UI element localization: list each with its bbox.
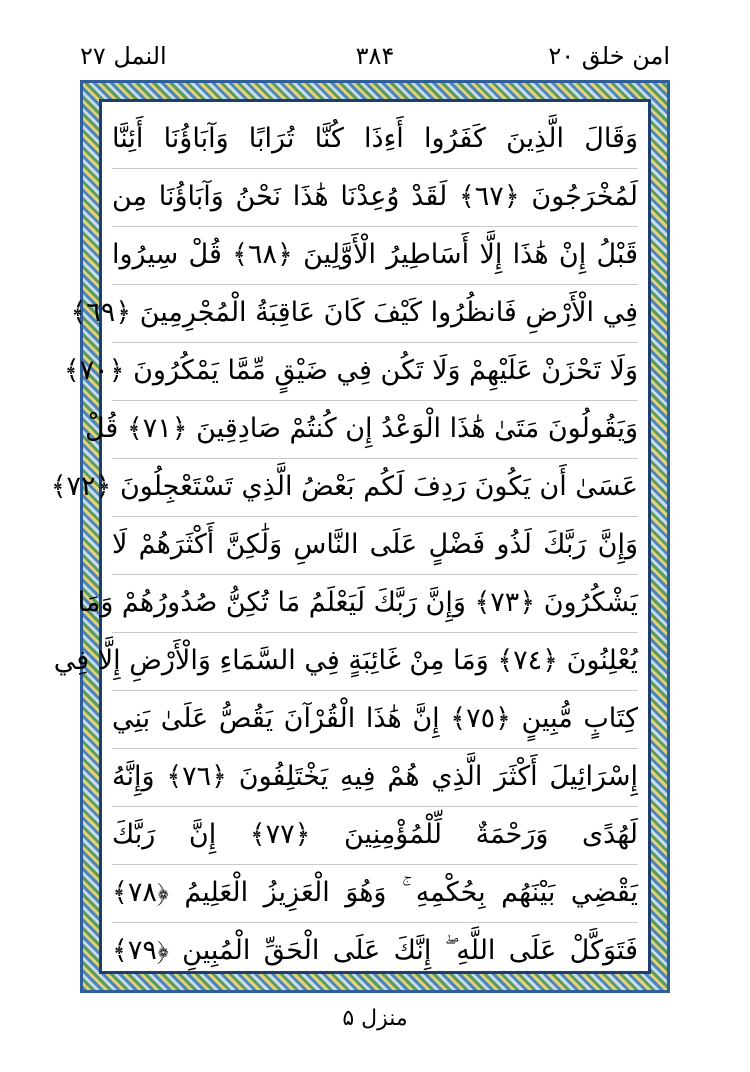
verse-line: وَيَقُولُونَ مَتَىٰ هَٰذَا الْوَعْدُ إِن كُنتُمْ صَادِقِينَ ﴿٧١﴾ قُلْ [84, 413, 638, 444]
verse-line: يُعْلِنُونَ ﴿٧٤﴾ وَمَا مِنْ غَائِبَةٍ فِي السَّمَاءِ وَالْأَرْضِ إِلَّا فِي [53, 645, 638, 676]
verse-line: قَبْلُ إِنْ هَٰذَا إِلَّا أَسَاطِيرُ الْأَوَّلِينَ ﴿٦٨﴾ قُلْ سِيرُوا [112, 239, 638, 270]
verse-line: وَلَا تَحْزَنْ عَلَيْهِمْ وَلَا تَكُن فِي ضَيْقٍ مِّمَّا يَمْكُرُونَ ﴿٧٠﴾ [63, 355, 638, 386]
verse-line: فِي الْأَرْضِ فَانظُرُوا كَيْفَ كَانَ عَاقِبَةُ الْمُجْرِمِينَ ﴿٦٩﴾ [70, 297, 638, 328]
verse-line: لَهُدًى وَرَحْمَةٌ لِّلْمُؤْمِنِينَ ﴿٧٧﴾ إِنَّ رَبَّكَ [112, 819, 638, 850]
verse-line: يَقْضِي بَيْنَهُم بِحُكْمِهِ ۚ وَهُوَ الْعَزِيزُ الْعَلِيمُ ﴿٧٨﴾ [112, 877, 638, 908]
verse-line: إِسْرَائِيلَ أَكْثَرَ الَّذِي هُمْ فِيهِ يَخْتَلِفُونَ ﴿٧٦﴾ وَإِنَّهُ [112, 761, 639, 792]
verse-lines [50, 110, 639, 966]
page-header [80, 36, 670, 76]
verse-line: فَتَوَكَّلْ عَلَى اللَّهِ ۖ إِنَّكَ عَلَى الْحَقِّ الْمُبِينِ ﴿٧٩﴾ [112, 935, 638, 966]
verse-line: وَإِنَّ رَبَّكَ لَذُو فَضْلٍ عَلَى النَّاسِ وَلَٰكِنَّ أَكْثَرَهُمْ لَا [112, 529, 638, 560]
verse-line: لَمُخْرَجُونَ ﴿٦٧﴾ لَقَدْ وُعِدْنَا هَٰذَا نَحْنُ وَآبَاؤُنَا مِن [112, 181, 638, 212]
verse-line: وَقَالَ الَّذِينَ كَفَرُوا أَءِذَا كُنَّا تُرَابًا وَآبَاؤُنَا أَئِنَّا [112, 123, 638, 154]
verse-line: عَسَىٰ أَن يَكُونَ رَدِفَ لَكُم بَعْضُ الَّذِي تَسْتَعْجِلُونَ ﴿٧٢﴾ [50, 471, 638, 502]
page-number: ۳۸۴ [355, 42, 395, 70]
juz-name: امن خلق ۲۰ [548, 42, 670, 70]
text-panel [50, 99, 651, 974]
decorative-border [50, 80, 670, 993]
verse-line: كِتَابٍ مُّبِينٍ ﴿٧٥﴾ إِنَّ هَٰذَا الْقُرْآنَ يَقُصُّ عَلَىٰ بَنِي [112, 703, 638, 734]
manzil-label: منزل ۵ [342, 1006, 408, 1031]
verse-line: يَشْكُرُونَ ﴿٧٣﴾ وَإِنَّ رَبَّكَ لَيَعْلَمُ مَا تُكِنُّ صُدُورُهُمْ وَمَا [77, 587, 638, 618]
surah-name: النمل ۲۷ [80, 42, 167, 70]
